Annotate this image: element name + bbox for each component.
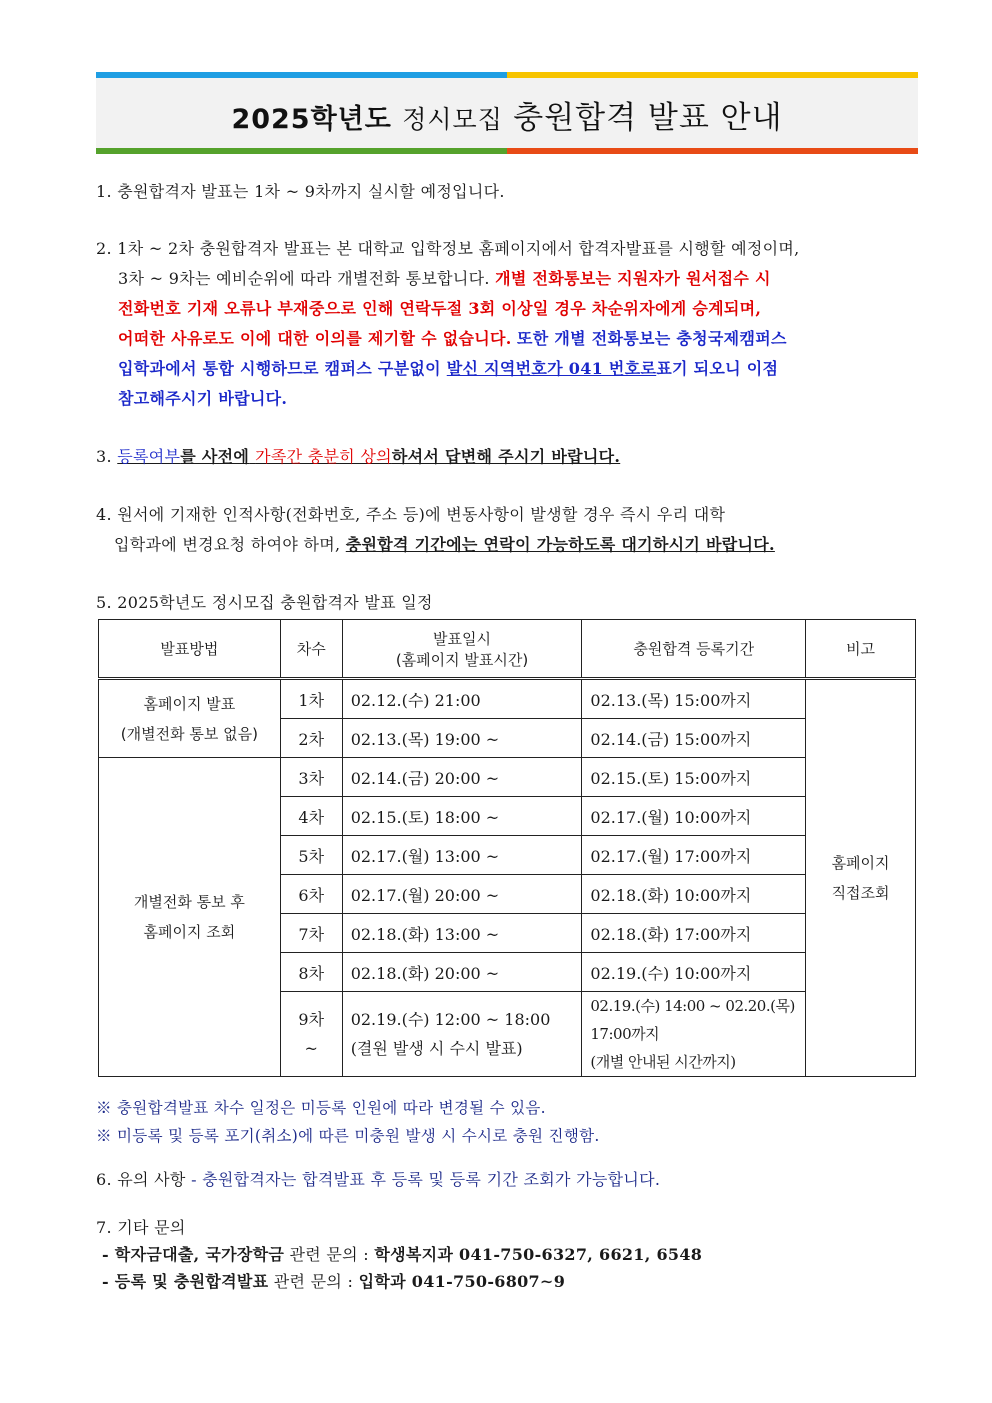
item-4: 4. 원서에 기재한 인적사항(전화번호, 주소 등)에 변동사항이 발생할 경우 즉시 우리 대학 입학과에 변경요청 하여야 하며, 충원합격 기간에는 연락이 가능하도록 대기하시기 바랍니다. — [96, 505, 775, 554]
table-header: 발표방법 차수 발표일시 (홈페이지 발표시간) 충원합격 등록기간 비고 — [99, 620, 916, 679]
table-row: 6차 02.17.(월) 20:00 ~ 02.18.(화) 10:00까지 — [99, 875, 916, 914]
item-3: 3. 등록여부를 사전에 가족간 충분히 상의하셔서 답변해 주시기 바랍니다. — [96, 447, 621, 466]
table-row: 개별전화 통보 후 홈페이지 조회 3차 02.14.(금) 20:00 ~ 02.15.(토) 15:00까지 — [99, 758, 916, 797]
method-phone: 개별전화 통보 후 홈페이지 조회 — [99, 758, 281, 1077]
table-row: 8차 02.18.(화) 20:00 ~ 02.19.(수) 10:00까지 — [99, 953, 916, 992]
table-row: 9차 ~ 02.19.(수) 12:00 ~ 18:00 (결원 발생 시 수시 발표) 02.19.(수) 14:00 ~ 02.20.(목) 17:00까지 (개별 안내된 시간까지) — [99, 992, 916, 1077]
table-row: 홈페이지 발표 (개별전화 통보 없음) 1차 02.12.(수) 21:00 02.13.(목) 15:00까지 홈페이지 직접조회 — [99, 679, 916, 719]
item-6: 6. 유의 사항 - 충원합격자는 합격발표 후 등록 및 등록 기간 조회가 가능합니다. — [96, 1170, 661, 1189]
title-bar-green — [96, 148, 507, 154]
item-7: 7. 기타 문의 - 학자금대출, 국가장학금 관련 문의 : 학생복지과 041-750-6327, 6621, 6548 - 등록 및 충원합격발표 관련 문의 : 입학과 041-750-6807∼9 — [96, 1218, 703, 1291]
table-row: 4차 02.15.(토) 18:00 ~ 02.17.(월) 10:00까지 — [99, 797, 916, 836]
method-homepage: 홈페이지 발표 (개별전화 통보 없음) — [99, 679, 281, 758]
title-banner — [96, 72, 918, 154]
page-title: 2025학년도 정시모집 충원합격 발표 안내 — [231, 100, 783, 136]
table-row: 7차 02.18.(화) 13:00 ~ 02.18.(화) 17:00까지 — [99, 914, 916, 953]
title-bar-red — [507, 148, 918, 154]
table-row: 2차 02.13.(목) 19:00 ~ 02.14.(금) 15:00까지 — [99, 719, 916, 758]
note-cell: 홈페이지 직접조회 — [806, 679, 916, 1077]
item-2: 2. 1차 ~ 2차 충원합격자 발표는 본 대학교 입학정보 홈페이지에서 합격자발표를 시행할 예정이며, 3차 ~ 9차는 예비순위에 따라 개별전화 통보합니다. 개별 전화통보는 지원자가 원서접수 시 전화번호 기재 오류나 부재중으로 인해 연락두절 3회 이상일 경우 차순위자에게 승계되며, 어떠한 사유로도 이에 대한 이의를 제기할 수 없습니다. 또한 개별 전화통보는 충청국제캠퍼스 입학과에서 통합 시행하므로 캠퍼스 구분없이 발신 지역번호가 041 번호로표기 되오니 이점 참고해주시기 바랍니다. — [96, 239, 800, 408]
item-5: 5. 2025학년도 정시모집 충원합격자 발표 일정 — [96, 593, 433, 612]
schedule-table — [98, 619, 916, 1077]
table-row: 5차 02.17.(월) 13:00 ~ 02.17.(월) 17:00까지 — [99, 836, 916, 875]
table-notes: ※ 충원합격발표 차수 일정은 미등록 인원에 따라 변경될 수 있음. ※ 미등록 및 등록 포기(취소)에 따른 미충원 발생 시 수시로 충원 진행함. — [96, 1099, 600, 1145]
item-1: 1. 충원합격자 발표는 1차 ~ 9차까지 실시할 예정입니다. — [96, 182, 505, 201]
